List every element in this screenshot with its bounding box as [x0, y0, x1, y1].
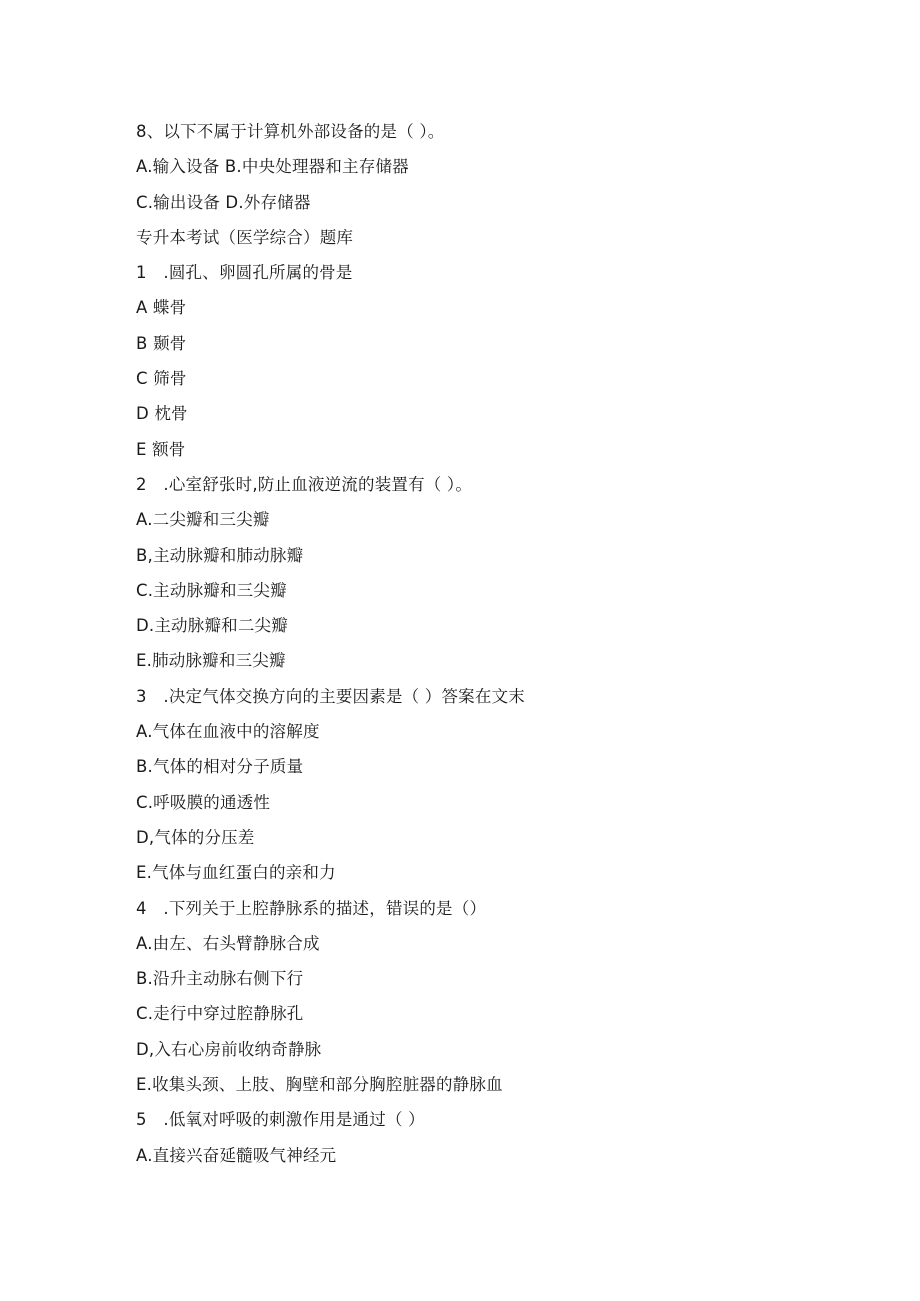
question-4-option-b: B.沿升主动脉右侧下行 [136, 969, 304, 989]
question-4-option-a: A.由左、右头臂静脉合成 [136, 933, 320, 953]
question-3-option-d: D,气体的分压差 [136, 827, 255, 847]
question-3-option-e: E.气体与血红蛋白的亲和力 [136, 863, 336, 883]
question-3-option-b: B.气体的相对分子质量 [136, 757, 304, 777]
document-body [136, 114, 836, 1173]
question-8-options-cd: C.输出设备 D.外存储器 [136, 192, 311, 212]
question-3-option-a: A.气体在血液中的溶解度 [136, 722, 320, 742]
question-5-stem: 5 .低氧对呼吸的刺激作用是通过（ ） [136, 1110, 425, 1130]
question-2-option-b: B,主动脉瓣和肺动脉瓣 [136, 545, 304, 565]
question-2-option-a: A.二尖瓣和三尖瓣 [136, 510, 270, 530]
question-1-option-b: B 颞骨 [136, 333, 187, 353]
question-1-option-d: D 枕骨 [136, 404, 188, 424]
question-2-option-c: C.主动脉瓣和三尖瓣 [136, 580, 287, 600]
question-2-stem: 2 .心室舒张时,防止血液逆流的装置有（ ）。 [136, 474, 473, 494]
question-3-option-c: C.呼吸膜的通透性 [136, 792, 271, 812]
question-4-option-e: E.收集头颈、上肢、胸壁和部分胸腔脏器的静脉血 [136, 1075, 503, 1095]
question-8-options-ab: A.输入设备 B.中央处理器和主存储器 [136, 157, 409, 177]
question-1-stem: 1 .圆孔、卵圆孔所属的骨是 [136, 263, 353, 283]
question-1-option-e: E 额骨 [136, 439, 186, 459]
question-3-stem: 3 .决定气体交换方向的主要因素是（ ）答案在文末 [136, 686, 525, 706]
question-4-option-d: D,入右心房前收纳奇静脉 [136, 1039, 322, 1059]
section-heading: 专升本考试（医学综合）题库 [136, 227, 354, 247]
question-1-option-c: C 筛骨 [136, 369, 187, 389]
question-4-option-c: C.走行中穿过腔静脉孔 [136, 1004, 304, 1024]
question-2-option-d: D.主动脉瓣和二尖瓣 [136, 616, 288, 636]
question-5-option-a: A.直接兴奋延髓吸气神经元 [136, 1145, 337, 1165]
question-1-option-a: A 蝶骨 [136, 298, 187, 318]
question-4-stem: 4 .下列关于上腔静脉系的描述，错误的是（） [136, 898, 487, 918]
question-2-option-e: E.肺动脉瓣和三尖瓣 [136, 651, 286, 671]
question-8-stem: 8、以下不属于计算机外部设备的是（ ）。 [136, 122, 445, 141]
